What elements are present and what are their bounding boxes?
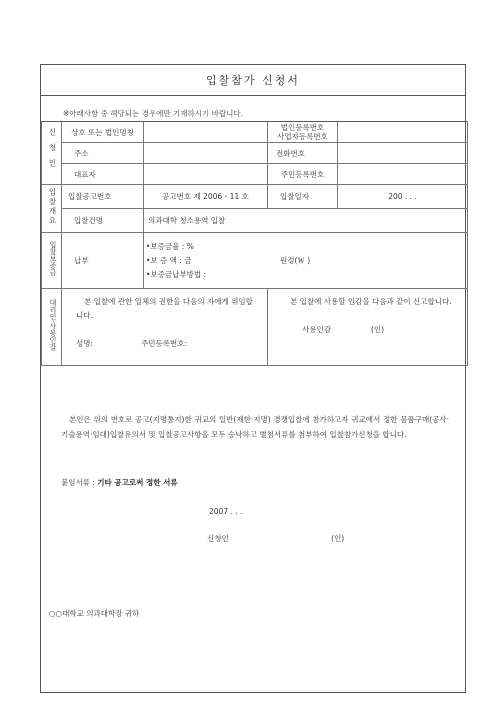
applicant-row-address bbox=[42, 143, 468, 164]
biz-reg-no-label: 사업자등록번호 bbox=[277, 132, 328, 141]
application-form bbox=[40, 64, 466, 693]
category-applicant-label: 신청인 bbox=[48, 127, 57, 175]
payment-label: 납부 bbox=[62, 233, 144, 289]
agent-row bbox=[42, 289, 468, 366]
agent-id-label: 주민등록번호: bbox=[141, 339, 188, 348]
bond-method-line: •보증금납부방법 : bbox=[146, 269, 207, 279]
category-bid-overview bbox=[42, 185, 62, 233]
attachment-line bbox=[61, 477, 178, 488]
category-applicant bbox=[42, 122, 62, 185]
application-date[interactable]: 2007 . . . bbox=[209, 507, 243, 516]
delegation-text: 본 입찰에 관한 일체의 권한을 다음의 자에게 위임합니다. bbox=[76, 297, 253, 320]
bid-date-value[interactable]: 200 . . . bbox=[338, 185, 468, 209]
category-agent-label: 대리인·사용인감 bbox=[49, 299, 57, 351]
seal-label: 사용인감 bbox=[302, 325, 331, 334]
address-label: 주소 bbox=[62, 143, 144, 164]
bond-row bbox=[42, 233, 468, 289]
delegation-sign-row bbox=[76, 337, 253, 351]
recipient: ○○대학교 의과대학장 귀하 bbox=[49, 609, 140, 618]
bond-details bbox=[144, 233, 468, 289]
corp-reg-no-label: 법인등록번호 bbox=[280, 123, 325, 132]
bid-row-subject bbox=[42, 209, 468, 233]
bond-rate-line: •보증금율 : % bbox=[146, 241, 194, 251]
form-table bbox=[41, 121, 468, 366]
company-label: 상호 또는 법인명칭 bbox=[62, 122, 144, 143]
bid-row-notice bbox=[42, 185, 468, 209]
applicant-sign-line bbox=[207, 533, 344, 544]
applicant-sign-label: 신청인 bbox=[207, 534, 229, 543]
category-bond bbox=[42, 233, 62, 289]
ceo-field[interactable] bbox=[144, 164, 268, 185]
id-no-field[interactable] bbox=[338, 164, 468, 185]
bond-amount-won: 원정(￦ ) bbox=[280, 255, 311, 265]
subject-label: 입찰건명 bbox=[62, 209, 144, 233]
category-agent bbox=[42, 289, 62, 366]
seal-text: 본 입찰에 사용할 인감을 다음과 같이 신고합니다. bbox=[290, 297, 452, 306]
delegation-cell bbox=[62, 289, 268, 366]
seal-sign-row bbox=[282, 323, 457, 337]
address-field[interactable] bbox=[144, 143, 268, 164]
subject-value: 의과대학 청소용역 입찰 bbox=[144, 209, 468, 233]
reg-no-label bbox=[268, 122, 338, 143]
phone-label: 전화번호 bbox=[268, 143, 338, 164]
id-no-label: 주민등록번호 bbox=[268, 164, 338, 185]
seal-mark: (인) bbox=[370, 325, 385, 334]
attachment-label: 붙임서류 : bbox=[61, 478, 95, 487]
bid-date-label: 입찰일자 bbox=[268, 185, 338, 209]
applicant-row-ceo bbox=[42, 164, 468, 185]
notice-no-label: 입찰공고번호 bbox=[62, 185, 144, 209]
notice-no-value: 공고번호 제 2006 - 11 호 bbox=[144, 185, 268, 209]
instruction-note: ※아래사항 중 해당되는 경우에만 기재하시기 바랍니다. bbox=[63, 109, 243, 118]
company-field[interactable] bbox=[144, 122, 268, 143]
category-bid-overview-label: 입찰개요 bbox=[48, 187, 57, 226]
bond-amount-line bbox=[146, 254, 465, 268]
phone-field[interactable] bbox=[338, 143, 468, 164]
bond-amount-label: •보 증 액 : 금 bbox=[146, 255, 192, 265]
declaration-text: 본인은 위의 번호로 공고(지명통지)한 귀교의 일반(제한·지명) 경쟁입찰에 참가하고자 귀교에서 정한 물품구매(공사·기술용역·임대)입찰유의서 및 입찰공고사항을 모두 승낙하고 별첨서류를 첨부하여 입찰참가신청을 합니다. bbox=[61, 415, 449, 439]
reg-no-field[interactable] bbox=[338, 122, 468, 143]
category-bond-label: 입찰보증금 bbox=[49, 241, 57, 276]
applicant-row-company bbox=[42, 122, 468, 143]
agent-name-label: 성명: bbox=[76, 339, 94, 348]
applicant-sign-mark: (인) bbox=[331, 534, 345, 543]
ceo-label: 대표자 bbox=[62, 164, 144, 185]
seal-cell bbox=[268, 289, 468, 366]
form-title: 입찰참가 신청서 bbox=[41, 65, 465, 96]
attachment-value: 기타 공고로써 정한 서류 bbox=[97, 478, 178, 487]
